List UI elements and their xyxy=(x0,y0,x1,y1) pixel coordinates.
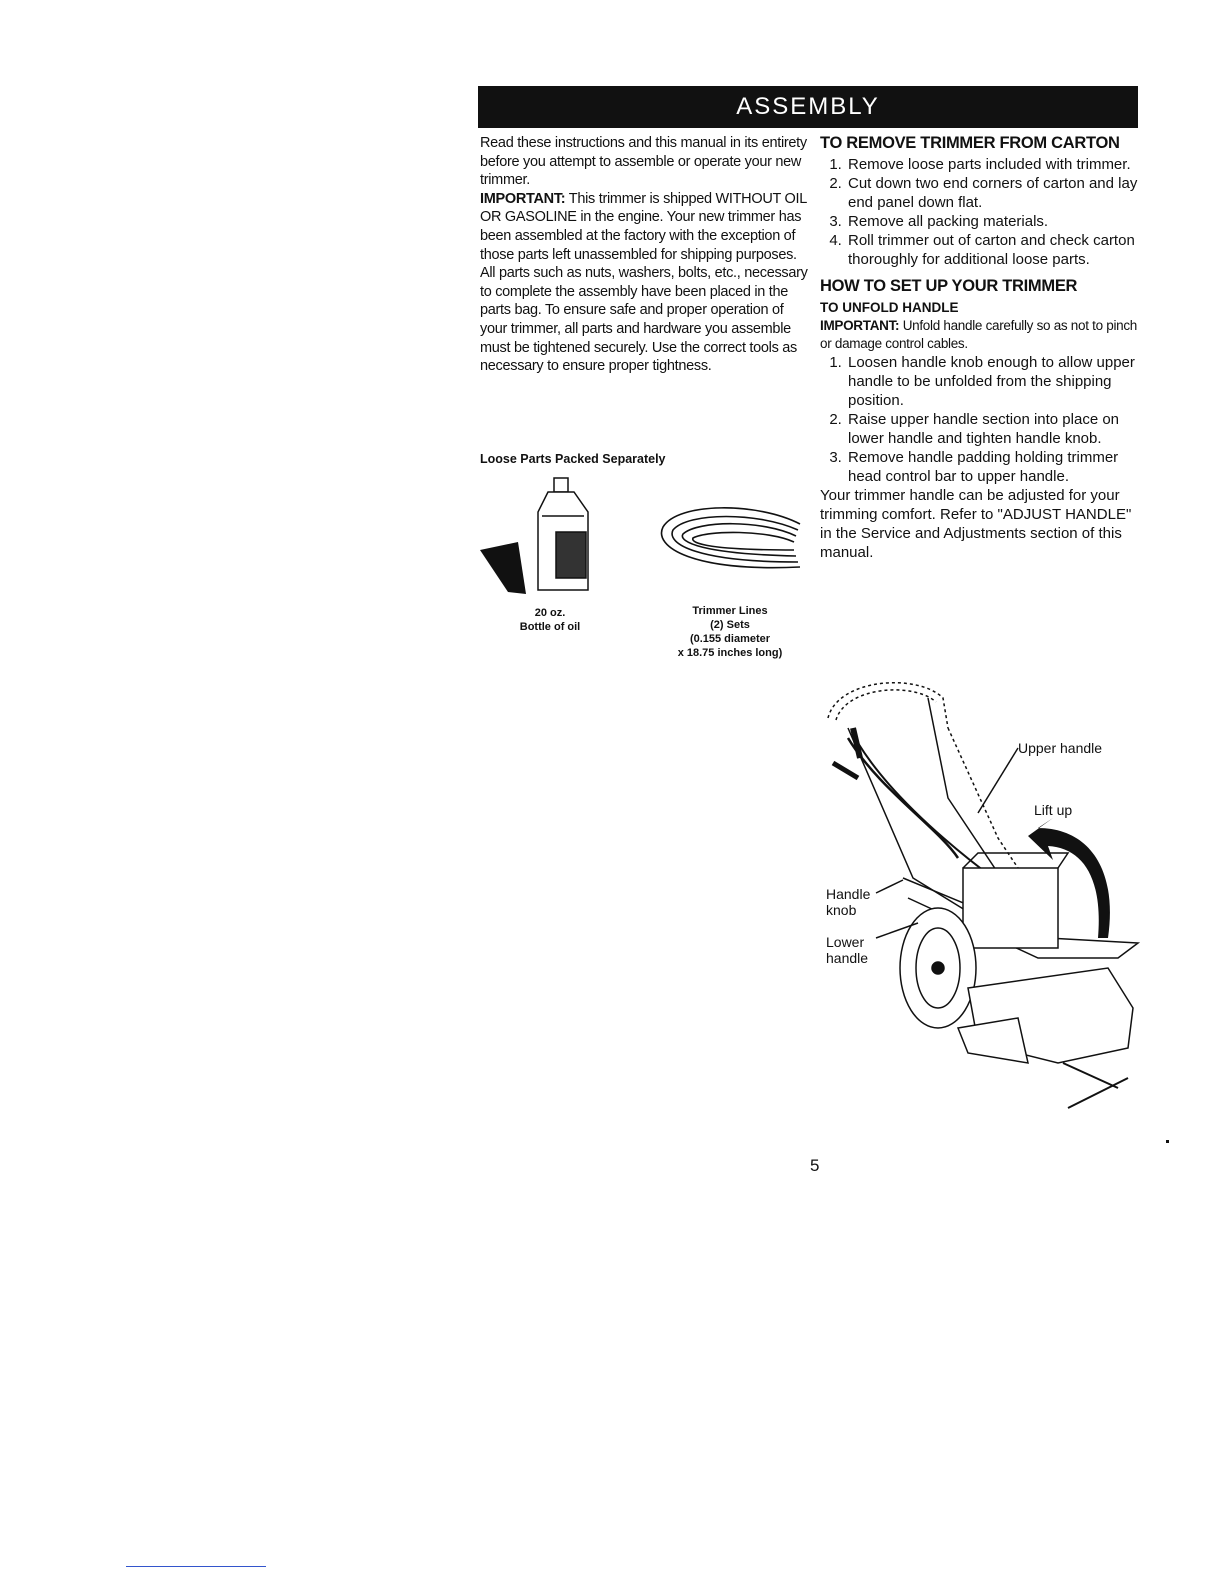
adjust-paragraph: Your trimmer handle can be adjusted for your trimming comfort. Refer to "ADJUST HANDLE" in the Service and Adjustments section of this manual. xyxy=(820,487,1132,561)
carton-step: 2. Cut down two end corners of carton and lay end panel down flat. xyxy=(846,174,1145,212)
bottle-caption xyxy=(495,606,605,634)
unfold-step: 2. Raise upper handle section into place on lower handle and tighten handle knob. xyxy=(846,410,1145,448)
unfold-important xyxy=(820,317,1145,353)
handle-knob-label xyxy=(826,886,870,918)
lift-up-label: Lift up xyxy=(1034,802,1073,818)
handle-knob-label-line: Handle xyxy=(826,886,871,902)
bottle-caption-line: 20 oz. xyxy=(534,607,566,619)
loose-parts-title: Loose Parts Packed Separately xyxy=(480,452,666,466)
lines-caption-line: Trimmer Lines xyxy=(692,605,768,617)
intro-paragraph: Read these instructions and this manual in its entirety before you attempt to assemble or operate your new trimmer. xyxy=(480,135,807,189)
upper-handle-label: Upper handle xyxy=(1018,740,1103,756)
unfold-important-label: IMPORTANT: xyxy=(820,318,900,333)
important-paragraph xyxy=(480,190,810,376)
carton-step: 1. Remove loose parts included with trimmer. xyxy=(846,155,1145,174)
lower-handle-label-line: Lower xyxy=(826,934,865,950)
lines-caption-line: (2) Sets xyxy=(710,619,750,631)
carton-steps-list xyxy=(820,155,1145,269)
trimmer-lines-caption xyxy=(655,604,805,660)
carton-step: 4. Roll trimmer out of carton and check carton thoroughly for additional loose parts. xyxy=(846,231,1145,269)
right-column xyxy=(820,134,1145,562)
unfold-step: 3. Remove handle padding holding trimmer head control bar to upper handle. xyxy=(846,448,1145,486)
trimmer-lines-icon xyxy=(662,508,800,568)
loose-parts-illustration xyxy=(478,472,808,607)
lines-caption-line: x 18.75 inches long) xyxy=(677,647,783,659)
lines-caption-line: (0.155 diameter xyxy=(689,633,771,645)
page-number: 5 xyxy=(810,1156,820,1175)
unfold-step: 1. Loosen handle knob enough to allow upper handle to be unfolded from the shipping position. xyxy=(846,353,1145,410)
bottle-caption-line: Bottle of oil xyxy=(519,621,581,633)
oil-bottle-icon xyxy=(538,478,588,590)
setup-heading: HOW TO SET UP YOUR TRIMMER xyxy=(820,277,1078,295)
lower-handle-label xyxy=(826,934,868,966)
important-text: This trimmer is shipped WITHOUT OIL OR GASOLINE in the engine. Your new trimmer has been assembled at the factory with the exception of those parts left unassembled for shipping purposes. All parts such as nuts, washers, bolts, etc., necessary to complete the assembly have been placed in the parts bag. To ensure safe and proper operation of your trimmer, all parts and hardware you assemble must be tightened securely. Use the correct tools as necessary to ensure proper tightness. xyxy=(480,190,808,375)
unfold-steps-list xyxy=(820,353,1145,486)
footer-rule xyxy=(126,1566,266,1567)
bottle-shadow xyxy=(480,542,526,594)
carton-step: 3. Remove all packing materials. xyxy=(846,212,1145,231)
lower-handle-label-line: handle xyxy=(826,950,869,966)
stray-mark xyxy=(1166,1140,1169,1143)
engine-icon xyxy=(963,868,1058,948)
important-label: IMPORTANT: xyxy=(480,190,566,207)
unfold-important-text: Unfold handle carefully so as not to pinch or damage control cables. xyxy=(820,318,1138,351)
left-column xyxy=(480,134,810,376)
section-banner: ASSEMBLY xyxy=(478,86,1138,128)
carton-heading: TO REMOVE TRIMMER FROM CARTON xyxy=(820,134,1120,152)
handle-knob-label-line: knob xyxy=(826,902,857,918)
unfold-heading: TO UNFOLD HANDLE xyxy=(820,300,959,315)
